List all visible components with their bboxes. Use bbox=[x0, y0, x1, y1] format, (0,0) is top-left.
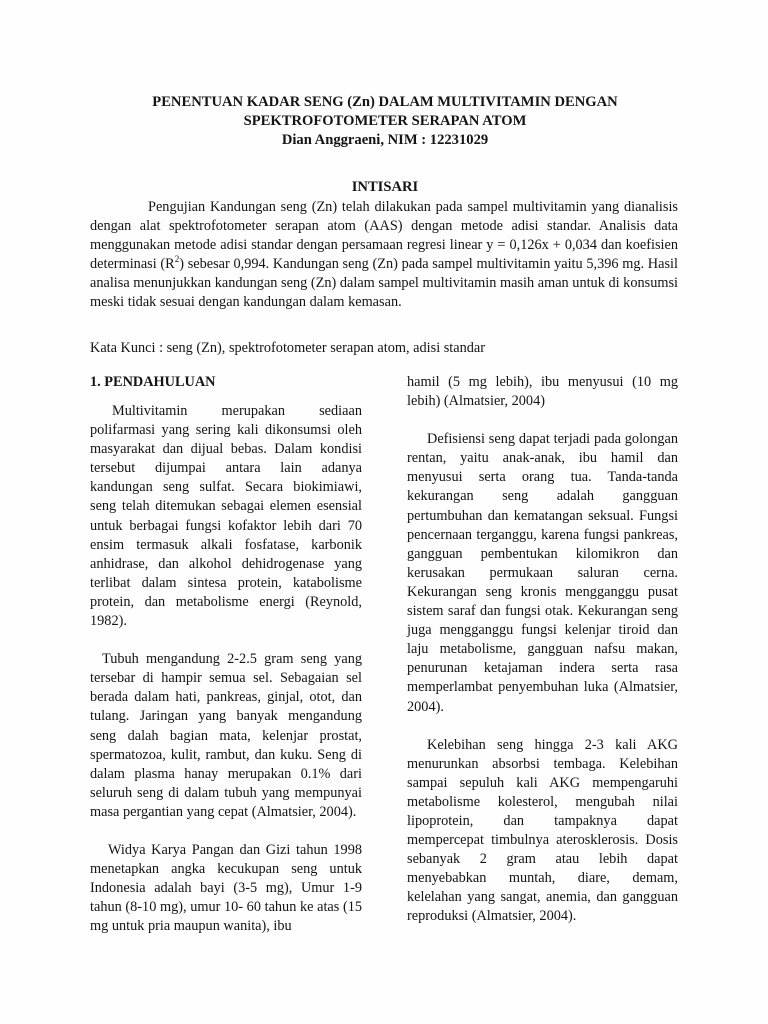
paper-title-line-2: SPEKTROFOTOMETER SERAPAN ATOM bbox=[243, 113, 527, 129]
r-squared-superscript: 2 bbox=[174, 254, 180, 265]
section-heading-pendahuluan: 1. PENDAHULUAN bbox=[90, 374, 216, 390]
author-line: Dian Anggraeni, NIM : 12231029 bbox=[281, 132, 489, 148]
paragraph: Kelebihan seng hingga 2-3 kali AKG menurunkan absorbsi tembaga. Kelebihan sampai sepuluh kali AKG mempengaruhi metabolisme kolesterol, mengubah nilai lipoprotein, dan tampaknya dapat mempercepat timbulnya aterosklerosis. Dosis sebanyak 2 gram atau lebih dapat menyebabkan muntah, diare, demam, kelelahan yang sangat, anemia, dan gangguan reproduksi (Almatsier, 2004). bbox=[407, 736, 678, 925]
right-column bbox=[407, 373, 678, 946]
abstract-text-part-1: Pengujian Kandungan seng (Zn) telah dilakukan pada sampel multivitamin yang dianalisis dengan alat spektrofotometer serapan atom (AAS) dengan metode adisi standar. Analisis data menggunakan metode adisi standar dengan persamaan regresi linear y = 0,126x + 0,034 dan koefisien determinasi (R bbox=[90, 199, 678, 273]
left-column bbox=[90, 373, 362, 955]
abstract-heading: INTISARI bbox=[351, 179, 419, 195]
paragraph: Defisiensi seng dapat terjadi pada golongan rentan, yaitu anak-anak, ibu hamil dan menyusui serta orang tua. Tanda-tanda kekurangan seng adalah gangguan pertumbuhan dan kematangan seksual. Fungsi pencernaan terganggu, karena fungsi pankreas, gangguan pembentukan kilomikron dan kerusakan permukaan saluran cerna. Kekurangan seng kronis mengganggu pusat sistem saraf dan fungsi otak. Kekurangan seng juga mengganggu fungsi kelenjar tiroid dan laju metabolisme, gangguan nafsu makan, penurunan ketajaman indera serta rasa memperlambat penyembuhan luka (Almatsier, 2004). bbox=[407, 431, 678, 715]
paper-title-block bbox=[60, 93, 710, 150]
keywords-line: Kata Kunci : seng (Zn), spektrofotometer serapan atom, adisi standar bbox=[90, 340, 486, 356]
paragraph: Tubuh mengandung 2-2.5 gram seng yang tersebar di hampir semua sel. Sebagaian sel berada dalam hati, pankreas, ginjal, otot, dan tulang. Jaringan yang banyak mengandung seng dalah bagian mata, kelenjar prostat, spermatozoa, kulit, rambut, dan kuku. Seng di dalam plasma hanay merupakan 0.1% dari seluruh seng di dalam tubuh yang mempunyai masa pergantian yang cepat (Almatsier, 2004). bbox=[90, 651, 362, 820]
paragraph: Multivitamin merupakan sediaan polifarmasi yang sering kali dikonsumsi oleh masyarakat dan dijual bebas. Dalam kondisi tersebut dijumpai antara lain adanya kandungan seng sulfat. Secara biokimiawi, seng telah ditemukan sebagai elemen esensial untuk berbagai fungsi kofaktor lebih dari 70 ensim termasuk alkali fosfatase, karbonik anhidrase, dan alkohol dehidrogenase yang terlibat dalam sintesa protein, katabolisme protein, dan metabolisme energi (Reynold, 1982). bbox=[90, 403, 362, 630]
paragraph-continued: hamil (5 mg lebih), ibu menyusui (10 mg lebih) (Almatsier, 2004) bbox=[407, 374, 678, 410]
paragraph: Widya Karya Pangan dan Gizi tahun 1998 menetapkan angka kecukupan seng untuk Indonesia adalah bayi (3-5 mg), Umur 1-9 tahun (8-10 mg), umur 10- 60 tahun ke atas (15 mg untuk pria maupun wanita), ibu bbox=[90, 841, 362, 935]
abstract-text-part-2: ) sebesar 0,994. Kandungan seng (Zn) pada sampel multivitamin yaitu 5,396 mg. Hasil analisa menunjukkan kandungan seng (Zn) dalam sampel multivitamin masih aman untuk di konsumsi meski tidak sesuai dengan kandungan dalam kemasan. bbox=[90, 256, 678, 311]
abstract-text bbox=[90, 198, 678, 313]
paper-title-line-1: PENENTUAN KADAR SENG (Zn) DALAM MULTIVITAMIN DENGAN bbox=[152, 94, 618, 110]
